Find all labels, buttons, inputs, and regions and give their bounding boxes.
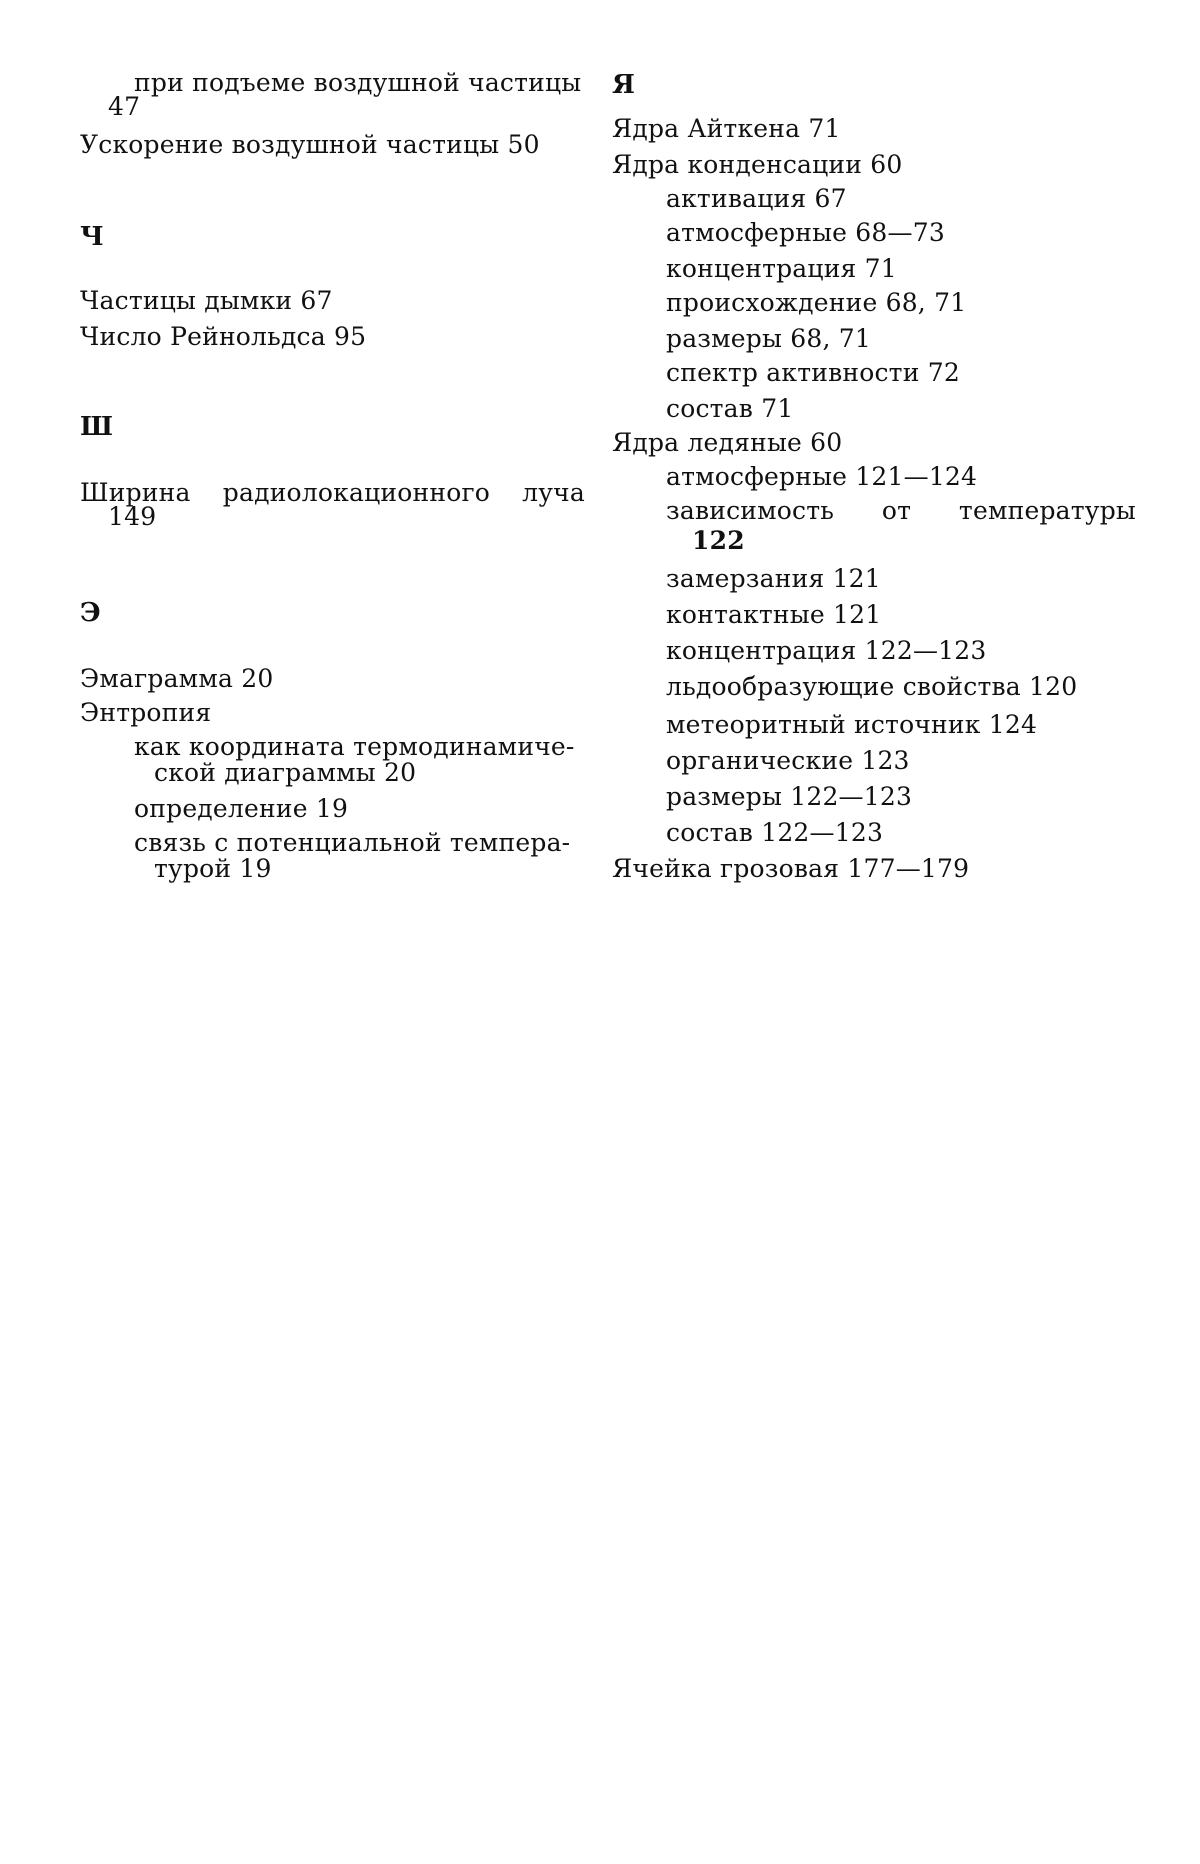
index-word: от: [881, 496, 912, 525]
index-entry-sub: спектр активности 72: [666, 358, 960, 387]
index-entry-sub: связь с потенциальной темпера-: [134, 828, 571, 857]
index-entry-sub: метеоритный источник 124: [666, 710, 1038, 739]
index-word: зависимость: [666, 496, 835, 525]
index-entry-page: 47: [108, 92, 141, 121]
index-word: Ширина: [80, 478, 191, 507]
index-entry-sub-justified: [666, 496, 1136, 526]
index-entry-sub: происхождение 68, 71: [666, 288, 967, 317]
index-entry-sub: при подъеме воздушной частицы: [134, 68, 582, 97]
index-entry-sub: замерзания 121: [666, 564, 881, 593]
index-entry-sub: размеры 68, 71: [666, 324, 871, 353]
index-word: луча: [522, 478, 585, 507]
index-entry: Число Рейнольдса 95: [80, 322, 367, 351]
index-entry-sub: определение 19: [134, 794, 349, 823]
section-letter-sh: Ш: [80, 412, 114, 442]
index-word: температуры: [958, 496, 1136, 525]
section-letter-ya: Я: [612, 70, 636, 100]
index-entry: Ячейка грозовая 177—179: [612, 854, 970, 883]
index-entry: Энтропия: [80, 698, 212, 727]
index-entry-sub: как координата термодинамиче-: [134, 732, 575, 761]
section-letter-e: Э: [80, 598, 101, 628]
index-entry-sub: атмосферные 121—124: [666, 462, 978, 491]
index-entry: Частицы дымки 67: [80, 286, 333, 315]
index-entry: Ускорение воздушной частицы 50: [80, 130, 540, 159]
index-entry-sub: контактные 121: [666, 600, 882, 629]
index-entry: Эмаграмма 20: [80, 664, 274, 693]
index-entry-sub: размеры 122—123: [666, 782, 913, 811]
index-entry-sub: льдообразующие свойства 120: [666, 672, 1078, 701]
index-entry-sub: концентрация 122—123: [666, 636, 987, 665]
index-entry-page: 149: [108, 502, 157, 531]
index-word: радиолокационного: [222, 478, 490, 507]
index-entry-sub-cont: турой 19: [154, 854, 272, 883]
index-entry-page: 122: [692, 526, 745, 555]
index-entry-sub: состав 122—123: [666, 818, 884, 847]
index-entry-sub: концентрация 71: [666, 254, 897, 283]
index-entry: Ядра ледяные 60: [612, 428, 843, 457]
index-entry: Ядра Айткена 71: [612, 114, 841, 143]
index-entry-sub: атмосферные 68—73: [666, 218, 945, 247]
index-entry: Ядра конденсации 60: [612, 150, 903, 179]
index-entry-sub: органические 123: [666, 746, 910, 775]
index-entry-sub: состав 71: [666, 394, 794, 423]
section-letter-ch: Ч: [80, 222, 104, 252]
index-entry-sub: активация 67: [666, 184, 847, 213]
index-entry-sub-cont: ской диаграммы 20: [154, 758, 417, 787]
